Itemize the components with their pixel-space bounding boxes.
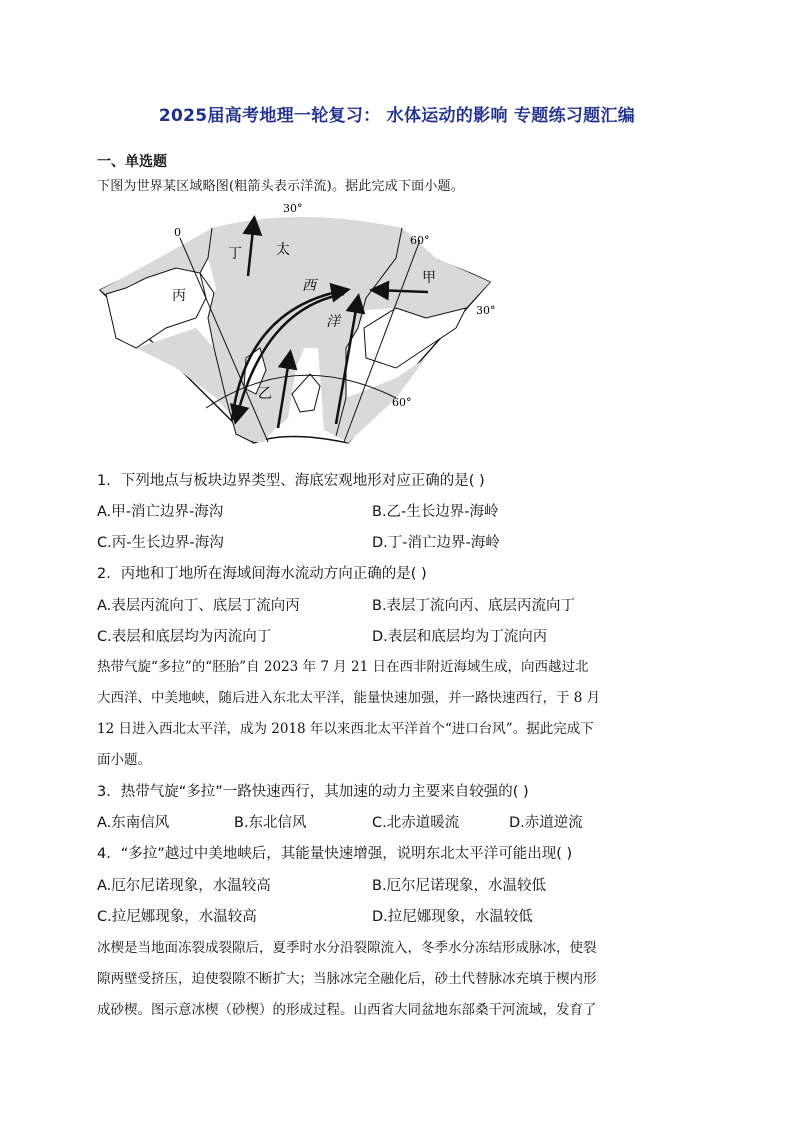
question-1-stem: 1．下列地点与板块边界类型、海底宏观地形对应正确的是( ) xyxy=(97,473,485,489)
question-4-stem: 4．“多拉”越过中美地峡后，其能量快速增强，说明东北太平洋可能出现( ) xyxy=(97,846,573,862)
q1-option-d[interactable]: D.丁-消亡边界-海岭 xyxy=(372,535,500,551)
label-jia: 甲 xyxy=(422,270,436,286)
passage-1-line-1: 热带气旋“多拉”的“胚胎”自 2023 年 7 月 21 日在西非附近海域生成，向西越过北 xyxy=(97,659,589,675)
label-lat-bottom: 60° xyxy=(392,396,412,409)
q4-option-c[interactable]: C.拉尼娜现象，水温较高 xyxy=(97,909,257,925)
label-bing: 丙 xyxy=(172,288,186,304)
label-ding: 丁 xyxy=(228,246,242,262)
passage-1-line-2: 大西洋、中美地峡，随后进入东北太平洋，能量快速加强，并一路快速西行，于 8 月 xyxy=(97,690,601,706)
q4-option-a[interactable]: A.厄尔尼诺现象，水温较高 xyxy=(97,878,271,894)
label-lat-top: 30° xyxy=(283,202,303,215)
world-region-map xyxy=(96,198,500,460)
question-3-stem: 3．热带气旋“多拉”一路快速西行，其加速的动力主要来自较强的( ) xyxy=(97,784,529,800)
passage-1-line-3: 12 日进入西北太平洋，成为 2018 年以来西北太平洋首个“进口台风”。据此完成下 xyxy=(97,721,594,737)
q4-option-d[interactable]: D.拉尼娜现象，水温较低 xyxy=(372,909,533,925)
q3-option-d[interactable]: D.赤道逆流 xyxy=(509,815,583,831)
section-heading: 一、单选题 xyxy=(97,154,167,170)
q2-option-a[interactable]: A.表层丙流向丁、底层丁流向丙 xyxy=(97,598,300,614)
label-yi: 乙 xyxy=(258,386,272,402)
label-xi: 西 xyxy=(302,278,316,294)
label-lon-zero: 0 xyxy=(174,226,181,239)
label-lat-right: 30° xyxy=(476,304,496,317)
label-da: 太 xyxy=(276,242,290,258)
q3-option-a[interactable]: A.东南信风 xyxy=(97,815,170,831)
label-yang: 洋 xyxy=(326,314,340,330)
passage-2-line-3: 成砂楔。图示意冰楔（砂楔）的形成过程。山西省大同盆地东部桑干河流域，发育了 xyxy=(97,1002,597,1018)
q2-option-b[interactable]: B.表层丁流向丙、底层丙流向丁 xyxy=(372,598,576,614)
q1-option-b[interactable]: B.乙-生长边界-海岭 xyxy=(372,504,499,520)
q1-option-a[interactable]: A.甲-消亡边界-海沟 xyxy=(97,504,224,520)
passage-2-line-2: 隙两壁受挤压，迫使裂隙不断扩大；当脉冰完全融化后，砂土代替脉冰充填于楔内形 xyxy=(97,971,597,987)
question-2-stem: 2．丙地和丁地所在海域间海水流动方向正确的是( ) xyxy=(97,566,427,582)
q2-option-d[interactable]: D.表层和底层均为丁流向丙 xyxy=(372,629,548,645)
intro-text: 下图为世界某区域略图(粗箭头表示洋流)。据此完成下面小题。 xyxy=(97,179,464,194)
q3-option-c[interactable]: C.北赤道暖流 xyxy=(372,815,460,831)
label-lon-60: 60° xyxy=(410,234,430,247)
q2-option-c[interactable]: C.表层和底层均为丙流向丁 xyxy=(97,629,272,645)
q3-option-b[interactable]: B.东北信风 xyxy=(234,815,307,831)
passage-1-line-4: 面小题。 xyxy=(97,752,151,768)
q1-option-c[interactable]: C.丙-生长边界-海沟 xyxy=(97,535,224,551)
page-title: 2025届高考地理一轮复习： 水体运动的影响 专题练习题汇编 xyxy=(158,106,636,126)
passage-2-line-1: 冰楔是当地面冻裂成裂隙后，夏季时水分沿裂隙流入，冬季水分冻结形成脉冰，使裂 xyxy=(97,940,597,956)
q4-option-b[interactable]: B.厄尔尼诺现象，水温较低 xyxy=(372,878,547,894)
